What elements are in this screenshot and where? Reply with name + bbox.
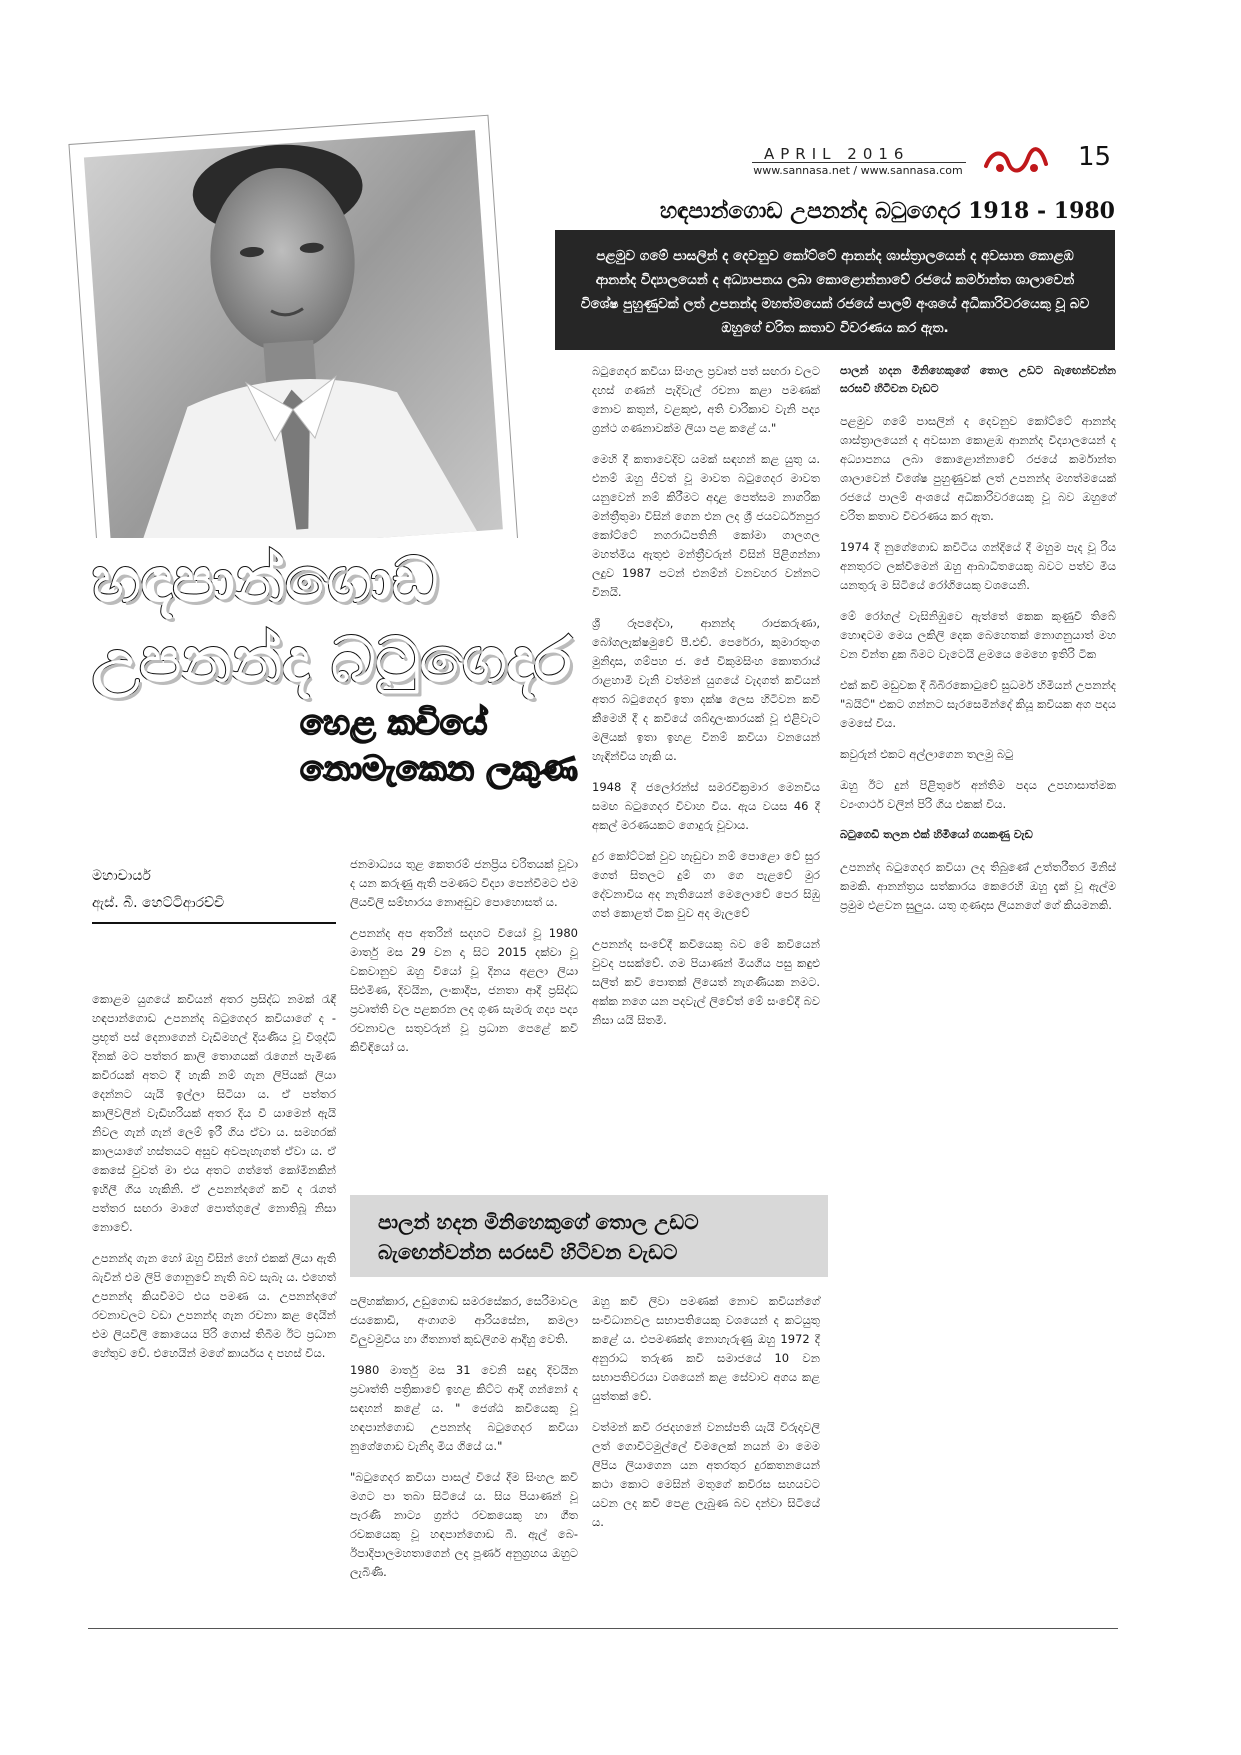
article-column-2-upper: [350, 855, 578, 1069]
feature-subtitle: [300, 700, 600, 792]
paragraph: උපනන්ද සංවේදී කවියෙකු බව මේ කවියෙන් වුවද පසක්වේ. ගම පියාණන් මියගිය පසු කඳුළු සලිත් කවි පොතක් ලියෙත් නැගණියක නමට. අක්ක නගෙ යන පදවැල් ලිවේත් මේ සංවේදී බව නිසා යයි සිතමි.: [592, 937, 820, 1027]
page-number: 15: [1078, 142, 1112, 172]
paragraph: "බටුගෙදර කවියා පාසල් වියේ දීම සිංහල කවි මගට පා තබා සිටියේ ය. සිය පියාණන් වූ පැරණි නාට්‍ය ග්‍රන්ථ රචකයෙකු හා ගීත රචකයෙකු වූ හඳපාන්ගොඩ බී. ඇල් බෙ- ඊපාදිපාලමහතාගෙන් ලද පූර්ණ අනුග්‍රහය ඔහුට ලැබිණි.: [350, 1470, 578, 1579]
paragraph: කොළම යුගයේ කවියන් අතර ප්‍රසිද්ධ නමක් රැඳී හඳපාන්ගොඩ උපනන්ද බටුගෙදර කවියාගේ ද - ප්‍රභූත් පස් දෙනාගෙන් වැඩිමහල් දියණිය වූ විශුද්ධි දිනක් මට පත්තර කාලි තොගයක් රැගෙන් පැමිණ කවිරයක් අතට දී හැකි නම් ගැන ලිපියක් ලියා දෙන්නට යැයි ඉල්ලා සිටියා ය. ඒ පත්තර කාලිවලින් වැඩිහරියක් අතර දිය වී යාමෙන් ඇයි නිවල ගැන් ගැන් ලෙම් ඉරී ගිය ඒවා ය. සමහරක් කාලයාගේ හස්තයට අසුව අවපැහැගත් ඒවා ය. ඒ කෙසේ වුවත් මා එය අතට ගත්තේ කෝමිනකින් ඉහිලී ගිය හැකිනි. ඒ උපනන්දගේ කවි ද රැගත් පත්තර සඟරා මාගේ පොත්ගුලේ නොතිබූ නිසා නොවේ.: [92, 992, 336, 1234]
intro-summary-box: පළමුව ගමේ පාසලින් ද දෙවනුව කෝට්ටේ ආනන්ද ශාස්ත්‍රාලයෙන් ද අවසාන කොළඹ ආනන්ද විද්‍යාලයෙන් ද අධ්‍යාපනය ලබා කොළොන්නාවේ රජයේ කර්මාන්ත ශාලාවෙන් විශේෂ පුහුණුවක් ලත් උපනන්ද මහත්මයෙක් රජයේ පාලම් අංශයේ අධිකාරිවරයෙකු වූ බව ඔහුගේ චරිත කතාව විවරණය කර ඇත.: [555, 230, 1115, 350]
paragraph: පලිහක්කාර, උඩුගොඩ සමරසේකර, සෙරිමාවල ජයකොඩි, අංගාගම ආරියසේන, කමලා විලුවමුවිය හා ගීතනාත් කුඩලිගම ආදීහු වෙති.: [350, 1294, 578, 1346]
author-name: ඇස්. බී. හෙට්ටිආරච්චි: [92, 895, 225, 911]
author-title: මහාචාර්ය: [92, 868, 151, 884]
verse-heading: බටුගෙඩි තලන එක් හිමියෝ ගයකණු වැඩ: [840, 828, 1033, 841]
website-urls[interactable]: www.sannasa.net / www.sannasa.com: [753, 164, 963, 177]
pull-quote-line-1: පාලන් හදන මිනිහෙකුගේ තොල උඩට: [378, 1210, 699, 1234]
paragraph: ජනමාධ්‍යය තුළ කෙතරම් ජනප්‍රිය චරිතයක් වූවා ද යන කරුණු ඇති පමණට විද්‍යා පෙන්වීමට එම ලියවිලි සම්භාරය නොඅඩුව පොහොසත් ය.: [350, 857, 578, 909]
pull-quote-line-2: බැඟෙන්වන්න සරසවි හිටිවන වැඩට: [378, 1240, 678, 1264]
paragraph: උපනන්ද බටුගෙදර කවියා ලද තිබුණේ උත්තරීතර මිනිස් කමකි. ආනන්ත්‍රය සත්කාරය කෙරෙහි ඔහු දැක් වූ ඇල්ම ප්‍රමුම එළවන සුලුය. යතු ගුණදාස ලියනගේ ගේ කියමනකි.: [840, 860, 1116, 912]
title-line-2: උපනන්ද බටුගෙදර: [92, 623, 572, 696]
paragraph: දුර කෝට්ටක් වුව හැඩුවා නම් පොළො වේ සුර ගෙත් සිතලට දුම් ගා ගෙ පැළවේ මුර දේවනාවිය අද නැතියෙන් මෙලොවේ පෙර සිඹු ගත් කොළත් ටික වුව අද මැලවේ: [592, 849, 820, 920]
portrait-photo: [62, 108, 562, 538]
paragraph: 1980 මාර්තු මස 31 වෙනි සඳුදා දිවයින ප්‍රවෘත්ති පත්‍රිකාවේ ඉහළ කිට්ට ආදී ගන්නෝ ද සඳහන් කළේ ය. " ජෙශ්ඨ කවියෙකු වූ හඳපාන්ගොඩ උපනන්ද බටුගෙදර කවියා නුගේගොඩ වැනිදා මිය ගියේ ය.": [350, 1363, 578, 1453]
article-column-3-upper: [592, 362, 820, 1042]
paragraph: ඔහු ඊට දුන් පිළිතුරේ අන්තිම පදය උපහාසාත්මක ව්‍යංගාර්ථ වලින් පිරි ගිය එකක් විය.: [840, 778, 1116, 811]
article-headline: හඳපාන්ගොඩ උපනන්ද බටුගෙදර 1918 - 1980: [659, 198, 1115, 224]
paragraph: පළමුව ගමේ පාසලින් ද දෙවනුව කෝට්ටේ ආනන්ද ශාස්ත්‍රාලයෙන් ද අවසාන කොළඹ ආනන්ද විද්‍යාලයෙන් ද අධ්‍යාපනය ලබා කොළොන්නාවේ රජයේ කර්මාන්ත ශාලාවෙන් විශේෂ පුහුණුවක් ලත් උපනන්ද මහත්මයෙක් රජයේ පාලම් අංශයේ අධිකාරිවරයෙකු වූ බව ඔහුගේ චරිත කතාව විවරණය කර ඇත.: [840, 414, 1116, 523]
paragraph: මෙහි දී කතාවෙදිව යමක් සඳහන් කළ යුතු ය. එනම් ඔහු ජීවත් වූ මාවත බටුගෙදර මාවත යනුවෙන් නම් කිරීමට අදාළ පෙත්සම නාගරික මන්ත්‍රීතුමා විසින් ගෙන එන ලද ශ්‍රී ජයවර්ධනපුර කෝට්ටේ නගරාධිපතිනි කෝමා ගාලගල මහත්මිය ඇතුළු මන්ත්‍රීවරුන් විසින් පිළිගන්නා ලදුව 1987 පටන් එනම්න් වනවහර වන්නට විනයි.: [592, 452, 820, 599]
article-column-3-lower: [592, 1292, 820, 1544]
page-bottom-rule: [88, 1628, 1118, 1629]
article-column-4: [840, 362, 1116, 927]
sannasa-logo: [982, 144, 1050, 176]
paragraph: 1974 දී නුගේගොඩ කවිටිය ගන්දියේ දී මහුම පැද වූ රිය අනතුරට ලක්වීමෙන් ඔහු ආබාධිතයෙකු බවට පත්ව මිය යනතුරු ම සිටියේ රෝගියෙකු වශයෙනි.: [840, 540, 1116, 592]
paragraph: මේ රෝගල් වැසිනිඹුවෙ ඇත්තේ කෙක කුණුවී තිබේ හොඳටම මෙය ලකිලි දෙක බෙහෙතක් නොගනුයාත් මහ වන වින්ත දුක බිමට වැටෙයි ළමයෙ මෙහෙ ඉතිරි ටික: [840, 609, 1116, 661]
paragraph: කවුරුන් එකට අල්ලාගෙන තලමු බටු: [840, 747, 1014, 761]
paragraph: ඔහු කවි ලිවා පමණක් නොව කවියන්ගේ සංවිධානවල සභාපතියෙකු වශයෙන් ද කටයුතු කළේ ය. එපමණක්ද නොහැරුණු ඔහු 1972 දී අනුරාධ තරුණ කවි සමාජයේ 10 වන සභාපතිවරයා වශයෙන් කළ සේවාව අගය කළ යුත්තක් වේ.: [592, 1294, 820, 1403]
feature-title: [92, 540, 622, 700]
paragraph: ශ්‍රී රූපදේවා, ආනන්ද රාජකරුණා, බෝගලැක්ෂමුවේ පී.එච්. පෙරේරා, කුමාරතුංග මුනිදාස, ගම්පහ ජ. ජේ විකුමසිංහ කොතරාය් රාළහාමි වැනි වත්මන් යුගයේ වැදගත් කවියන් අතර බටුගෙදර ඉතා දක්ෂ ලෙස හිටිවන කවි කීමෙහි දී ද කවියේ ශබ්දාලංකාරයක් වූ එළිවැට මලියක් ඉතා ඉහළ විනම් කවියා වනයෙන් හැඳින්විය හැකි ය.: [592, 616, 820, 763]
header-divider: [752, 162, 966, 163]
paragraph: වත්මන් කවි රජදහනේ වනස්පති යැයි විරුදාවලි ලත් ගොවිටමුල්ලේ විමලෙක් නයන් මා මෙම ලිපිය ලියාගෙන යන අතරතුර දුරකතනයෙන් කථා කොට මෙසින් මතුගේ කවිරස සහයවට යවන ලද කවි පෙළ ලැබුණ බව දන්වා සිටියේ ය.: [592, 1420, 820, 1529]
verse-heading: පාලන් හදන මිනිහෙකුගේ තොල උඩට බැඟෙන්වන්න සරසවි හිටිවන වැඩට: [840, 364, 1116, 395]
subtitle-line-2: නොමැකෙන ලකුණ: [300, 749, 578, 789]
title-line-1: හඳපාන්ගොඩ: [92, 543, 439, 616]
pull-quote-box: [350, 1195, 828, 1277]
paragraph: උපනන්ද ගැන හෝ ඔහු විසින් හෝ එකක් ලියා ඇති බැවින් එම ලිපි ගොනුවේ නැති බව සැබෑ ය. එහෙත් උපනන්ද කියවීමට එය පමණ ය. උපනන්දගේ රචනාවලට වඩා උපනන්ද ගැන රචනා කළ දෙයින් එම ලියවිලි කොයෙය පිරි ගොස් තිබීම ඊට ප්‍රධාන හේතුව වේ. එහෙයින් මගේ කාර්යය ද පහස් විය.: [92, 1251, 336, 1360]
article-column-2-lower: [350, 1292, 578, 1594]
issue-date: APRIL 2016: [764, 145, 910, 163]
subtitle-line-1: හෙළ කවියේ: [300, 703, 488, 743]
paragraph: බටුගෙදර කවියා සිංහල ප්‍රවෘත් පත් සඟරා වලට දහස් ගණන් පැදිවැල් රචනා කළා පමණක් නොව කතුන්, වළකුළු, අති චාරිකාව වැනි පද්‍ය ග්‍රන්ථ ගණනාවක්ම ලියා පළ කළේ ය.": [592, 364, 820, 435]
paragraph: 1948 දී ජලෝරන්ස් සමරවික්‍රමාර මෙනවිය සමඟ බටුගෙදර විවාහ විය. ඇය වයස 46 දී අකල් මරණයකට ගොදුරු වූවාය.: [592, 780, 820, 832]
paragraph: එක් කවි මඩුවක දී බිබිරකොටුවේ සුධර්ම හිමියන් උපනන්ද "බයිට්" එකට ගන්නට සැරසෙමින්දේ කියූ කවියක අග පදය මෙසේ විය.: [840, 678, 1116, 730]
paragraph: උපනන්ද අප අතරින් සදහට වියෝ වූ 1980 මාර්තු මස 29 වන දා සිට 2015 දක්වා වූ වකවානුව ඔහු වියෝ වූ දිනය අළලා ලියා සිළුමිණ, දිවයින, ලංකාදීප, ජනතා ආදී ප්‍රසිද්ධ ප්‍රවෘත්ති වල පළකරන ලද ගුණ සැමරු ගද්‍ය පද්‍ය රචනාවල සතුවරුන් වූ ප්‍රධාන පෙළේ කවි කිවිඳියෝ ය.: [350, 926, 578, 1054]
article-column-1: [92, 990, 336, 1375]
author-divider: [92, 922, 336, 924]
